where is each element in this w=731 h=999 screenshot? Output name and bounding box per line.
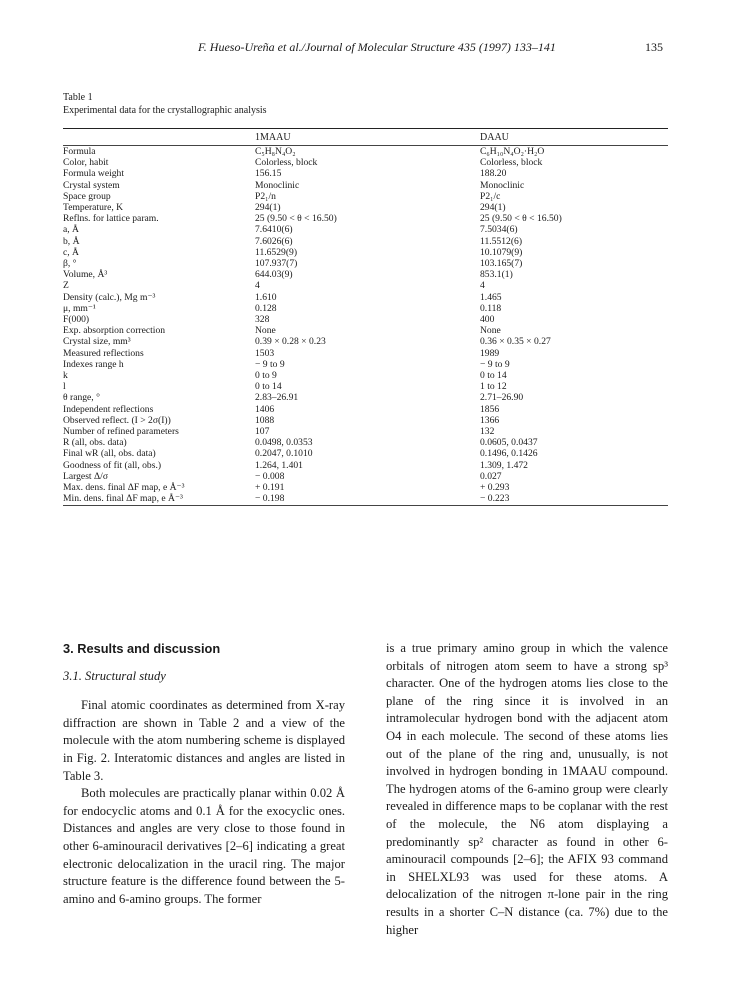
cell-value: 0 to 14 [480, 370, 507, 382]
cell-value: 328 [255, 314, 270, 326]
cell-value: 400 [480, 314, 495, 326]
cell-value: 1088 [255, 414, 275, 426]
column-header: 1MAAU [255, 131, 291, 143]
table-row [63, 314, 668, 325]
cell-value: 107.937(7) [255, 258, 298, 270]
cell-value: − 9 to 9 [255, 358, 285, 370]
cell-value: 1.264, 1.401 [255, 459, 303, 471]
cell-value: 4 [480, 280, 485, 292]
section-heading: 3. Results and discussion [63, 641, 221, 656]
row-label: l [63, 381, 66, 393]
cell-value: 132 [480, 426, 495, 438]
cell-value: P2₁/c [480, 190, 501, 202]
table-row [63, 191, 668, 202]
cell-value: 1.610 [255, 291, 277, 303]
column-header [63, 129, 255, 146]
table-row [63, 482, 668, 493]
table-row [63, 460, 668, 471]
row-label: Volume, Å³ [63, 269, 108, 281]
cell-value: 2.71–26.90 [480, 392, 524, 404]
row-label: Temperature, K [63, 202, 124, 214]
row-label: Density (calc.), Mg m⁻³ [63, 291, 156, 303]
cell-value: 7.5034(6) [480, 224, 518, 236]
cell-value: + 0.293 [480, 482, 510, 494]
table-row [63, 359, 668, 370]
table-row [63, 336, 668, 347]
cell-value: − 0.223 [480, 493, 510, 505]
cell-value: 188.20 [480, 168, 507, 180]
cell-value: 1856 [480, 403, 500, 415]
cell-value: + 0.191 [255, 482, 285, 494]
cell-value: 294(1) [255, 202, 281, 214]
cell-value: 0.2047, 0.1010 [255, 448, 313, 460]
cell-value: − 9 to 9 [480, 358, 510, 370]
table-row [63, 426, 668, 437]
row-label: b, Å [63, 235, 80, 247]
cell-value: 7.6410(6) [255, 224, 293, 236]
table-row [63, 180, 668, 191]
cell-value: 1989 [480, 347, 500, 359]
cell-value: 0.128 [255, 302, 277, 314]
data-table [63, 128, 668, 506]
page-number: 135 [645, 40, 663, 54]
paragraph: Final atomic coordinates as determined from X-ray diffraction are shown in Table 2 and a view of the molecule with the atom numbering scheme is displayed in Fig. 2. Interatomic distances and angles are listed in Table 3. [63, 698, 345, 783]
table-row [63, 448, 668, 459]
cell-value: 0 to 14 [255, 381, 282, 393]
cell-value: Colorless, block [480, 157, 543, 169]
row-label: Crystal size, mm³ [63, 336, 131, 348]
row-label: Min. dens. final ΔF map, e Å⁻³ [63, 493, 183, 505]
row-label: θ range, ° [63, 392, 100, 404]
row-label: Independent reflections [63, 403, 154, 415]
table-row [63, 392, 668, 403]
row-label: Max. dens. final ΔF map, e Å⁻³ [63, 482, 185, 494]
cell-value: 11.5512(6) [480, 235, 523, 247]
cell-value: 0.0498, 0.0353 [255, 437, 313, 449]
cell-value: P2₁/n [255, 190, 276, 202]
row-label: Exp. absorption correction [63, 325, 166, 337]
cell-value: 1 to 12 [480, 381, 507, 393]
cell-value: None [480, 325, 501, 337]
cell-value: 25 (9.50 < θ < 16.50) [255, 213, 337, 225]
row-label: Measured reflections [63, 347, 144, 359]
cell-value: Monoclinic [255, 179, 300, 191]
cell-value: 10.1079(9) [480, 246, 523, 258]
paragraph: is a true primary amino group in which the valence orbitals of nitrogen atom seem to have a strong sp³ character. One of the hydrogen atoms lies close to the plane of the ring since it is involved in an intramolecular hydrogen bond with the adjacent atom O4 in each molecule. The second of these atoms lies out of the plane of the ring and, unusually, is not involved in hydrogen bonding in 1MAAU compound. The hydrogen atoms of the 6-amino group were clearly revealed in difference maps to be coplanar with the rest of the molecule, the N6 atom displaying a predominantly sp² character as found in other 6-aminouracil compounds [2–6]; the AFIX 93 command in SHELXL93 was used for these atoms. A delocalization of the nitrogen π-lone pair in the ring results in a shorter C–N distance (ca. 7%) due to the higher [386, 641, 668, 937]
cell-value: 1406 [255, 403, 275, 415]
table-row [63, 168, 668, 179]
row-label: μ, mm⁻¹ [63, 302, 96, 314]
row-label: c, Å [63, 246, 79, 258]
table-row [63, 325, 668, 336]
row-label: Formula weight [63, 168, 125, 180]
cell-value: − 0.198 [255, 493, 285, 505]
row-label: Formula [63, 146, 96, 157]
cell-value: 1503 [255, 347, 275, 359]
cell-value: 853.1(1) [480, 269, 513, 281]
cell-value: 107 [255, 426, 270, 438]
row-label: Crystal system [63, 179, 120, 191]
cell-value: − 0.008 [255, 470, 285, 482]
cell-value: C₅H₈N₄O₂ [255, 146, 296, 157]
cell-value: 25 (9.50 < θ < 16.50) [480, 213, 562, 225]
running-head: F. Hueso-Ureña et al./Journal of Molecular Structure 435 (1997) 133–141 [198, 40, 556, 54]
cell-value: 4 [255, 280, 260, 292]
cell-value: 1366 [480, 414, 500, 426]
cell-value: C₆H₁₀N₄O₂·H₂O [480, 146, 545, 157]
cell-value: Colorless, block [255, 157, 318, 169]
table-row [63, 258, 668, 269]
table-row [63, 471, 668, 482]
cell-value: 0 to 9 [255, 370, 277, 382]
table-row [63, 415, 668, 426]
table-row [63, 348, 668, 359]
cell-value: 156.15 [255, 168, 282, 180]
table-row [63, 157, 668, 168]
cell-value: Monoclinic [480, 179, 525, 191]
row-label: F(000) [63, 314, 90, 326]
row-label: Space group [63, 190, 111, 202]
table-row [63, 269, 668, 280]
table-row [63, 381, 668, 392]
table-row [63, 303, 668, 314]
cell-value: 1.465 [480, 291, 502, 303]
cell-value: 103.165(7) [480, 258, 523, 270]
cell-value: 11.6529(9) [255, 246, 298, 258]
cell-value: 0.39 × 0.28 × 0.23 [255, 336, 326, 348]
paragraph: Both molecules are practically planar within 0.02 Å for endocyclic atoms and 0.1 Å for the exocyclic ones. Distances and angles are very close to those found in other 6-aminouracil derivatives [2–6] indicating a great electronic delocalization in the uracil ring. The major structure feature is the difference found between the 5-amino and 6-amino groups. The former [63, 786, 345, 906]
cell-value: 0.027 [480, 470, 502, 482]
cell-value: 0.1496, 0.1426 [480, 448, 538, 460]
cell-value: 1.309, 1.472 [480, 459, 528, 471]
right-column [386, 640, 668, 939]
table-row [63, 404, 668, 415]
cell-value: 0.0605, 0.0437 [480, 437, 538, 449]
table-row [63, 437, 668, 448]
table-title: Experimental data for the crystallographic analysis [63, 105, 267, 116]
cell-value: 0.118 [480, 302, 502, 314]
row-label: Z [63, 280, 69, 292]
row-label: Largest Δ/σ [63, 470, 108, 482]
table-row [63, 202, 668, 213]
table-bottom-rule [63, 505, 668, 506]
table-row [63, 247, 668, 258]
row-label: k [63, 370, 68, 382]
table-header-row [63, 129, 668, 146]
table-number: Table 1 [63, 92, 93, 103]
table-row [63, 292, 668, 303]
row-label: Indexes range h [63, 358, 124, 370]
row-label: Goodness of fit (all, obs.) [63, 459, 162, 471]
cell-value: 294(1) [480, 202, 506, 214]
row-label: R (all, obs. data) [63, 437, 127, 449]
running-header [0, 40, 731, 58]
table-row [63, 213, 668, 224]
cell-value: 0.36 × 0.35 × 0.27 [480, 336, 551, 348]
table-row [63, 370, 668, 381]
row-label: β, ° [63, 258, 77, 270]
cell-value: 7.6026(6) [255, 235, 293, 247]
column-header: DAAU [480, 131, 509, 143]
row-label: Number of refined parameters [63, 426, 179, 438]
row-label: Observed reflect. (I > 2σ(I)) [63, 414, 171, 426]
row-label: Reflns. for lattice param. [63, 213, 159, 225]
row-label: Color, habit [63, 157, 109, 169]
cell-value: 644.03(9) [255, 269, 293, 281]
table-row [63, 224, 668, 235]
row-label: a, Å [63, 224, 79, 236]
table-row [63, 146, 668, 158]
table-row [63, 280, 668, 291]
left-column [63, 640, 345, 908]
table-caption [63, 91, 267, 117]
row-label: Final wR (all, obs. data) [63, 448, 156, 460]
cell-value: None [255, 325, 276, 337]
table-row [63, 493, 668, 504]
cell-value: 2.83–26.91 [255, 392, 299, 404]
subsection-heading: 3.1. Structural study [63, 668, 166, 683]
table-row [63, 236, 668, 247]
